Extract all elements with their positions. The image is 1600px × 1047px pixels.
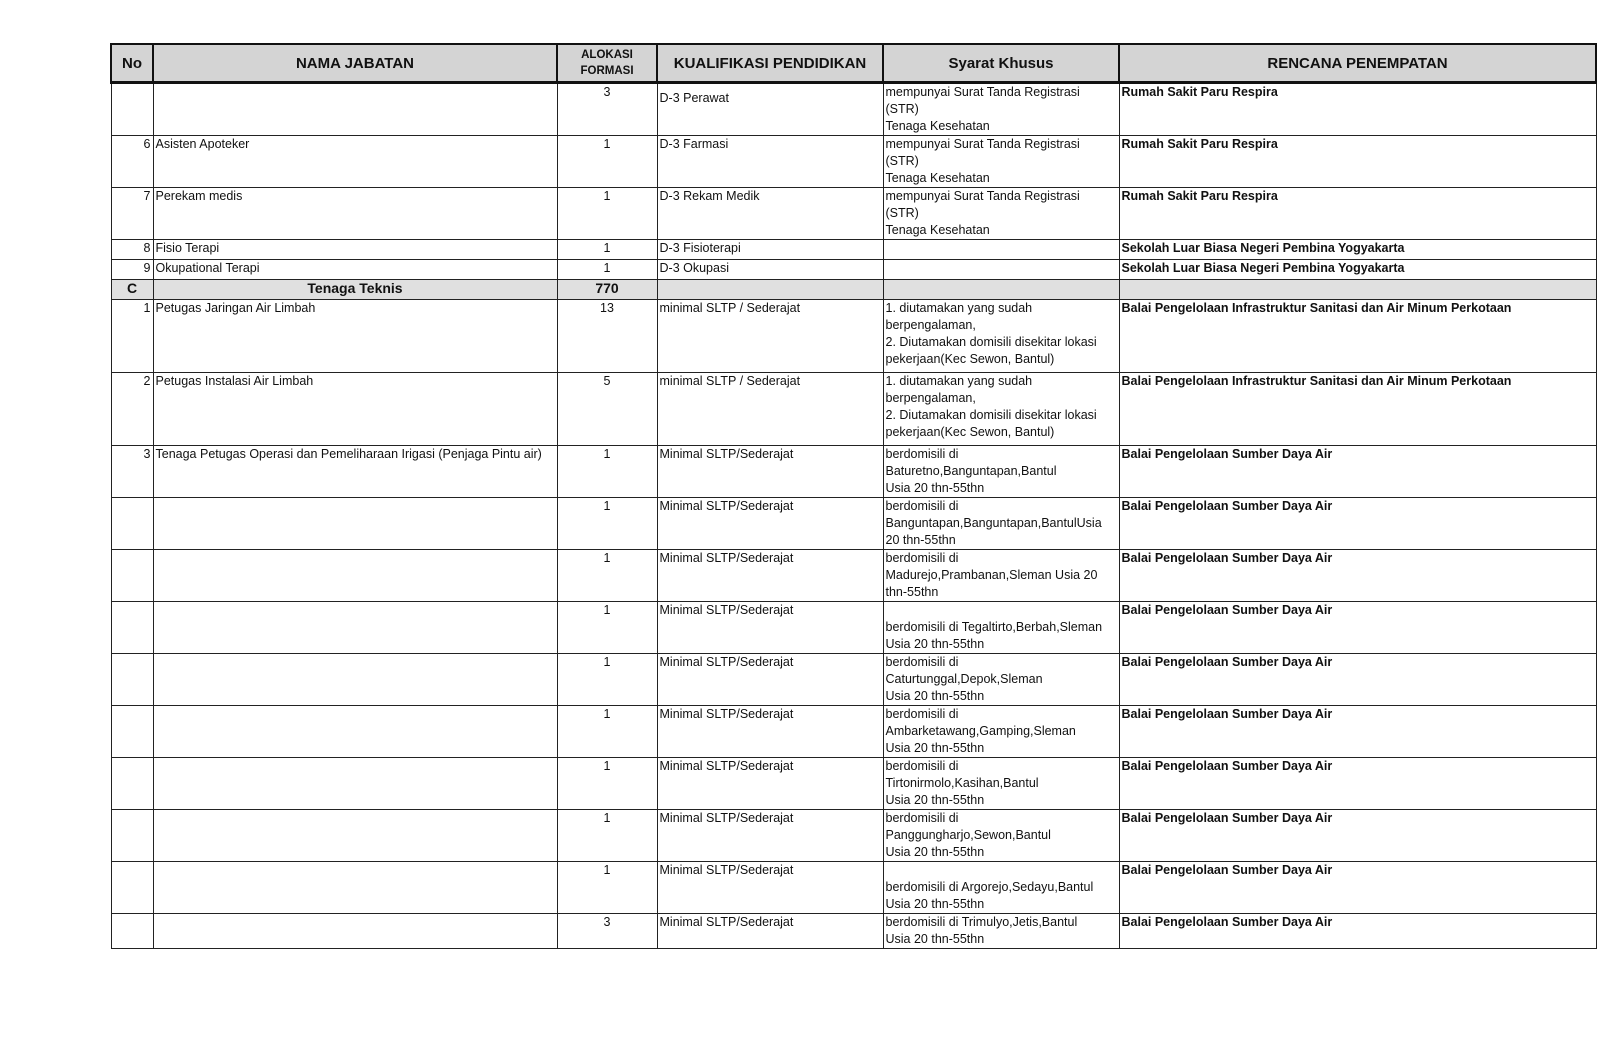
cell-alokasi-formasi: 13 <box>557 300 657 373</box>
cell-nama-jabatan: Petugas Jaringan Air Limbah <box>153 300 557 373</box>
table-row <box>111 83 1596 136</box>
cell-syarat-khusus: berdomisili di Madurejo,Prambanan,Sleman Usia 20 thn-55thn <box>883 550 1119 602</box>
cell-no: 2 <box>111 373 153 446</box>
cell-nama-jabatan <box>153 550 557 602</box>
cell-syarat-khusus: mempunyai Surat Tanda Registrasi (STR) Tenaga Kesehatan <box>883 188 1119 240</box>
cell-nama-jabatan <box>153 914 557 949</box>
cell-kualifikasi-pendidikan: Minimal SLTP/Sederajat <box>657 862 883 914</box>
cell-rencana-penempatan: Balai Pengelolaan Sumber Daya Air <box>1119 914 1596 949</box>
table-row <box>111 188 1596 240</box>
header-no: No <box>111 44 153 83</box>
cell-rencana-penempatan: Balai Pengelolaan Sumber Daya Air <box>1119 810 1596 862</box>
cell-rencana-penempatan: Sekolah Luar Biasa Negeri Pembina Yogyakarta <box>1119 260 1596 280</box>
cell-kualifikasi-pendidikan: Minimal SLTP/Sederajat <box>657 602 883 654</box>
cell-no <box>111 862 153 914</box>
cell-syarat-khusus: berdomisili di Trimulyo,Jetis,Bantul Usia 20 thn-55thn <box>883 914 1119 949</box>
table-row <box>111 498 1596 550</box>
cell-rencana-penempatan: Balai Pengelolaan Infrastruktur Sanitasi dan Air Minum Perkotaan <box>1119 300 1596 373</box>
table-row <box>111 240 1596 260</box>
cell-alokasi-formasi: 1 <box>557 260 657 280</box>
cell-alokasi-formasi: 1 <box>557 498 657 550</box>
cell-syarat-khusus: mempunyai Surat Tanda Registrasi (STR) Tenaga Kesehatan <box>883 136 1119 188</box>
cell-nama-jabatan <box>153 83 557 136</box>
cell-alokasi-formasi: 1 <box>557 810 657 862</box>
cell-kualifikasi-pendidikan: Minimal SLTP/Sederajat <box>657 914 883 949</box>
cell-no <box>111 706 153 758</box>
cell-rencana-penempatan: Rumah Sakit Paru Respira <box>1119 83 1596 136</box>
cell-no <box>111 498 153 550</box>
cell-syarat-khusus <box>883 280 1119 300</box>
table-row <box>111 602 1596 654</box>
cell-kualifikasi-pendidikan: D-3 Farmasi <box>657 136 883 188</box>
table-row <box>111 706 1596 758</box>
cell-kualifikasi-pendidikan: minimal SLTP / Sederajat <box>657 373 883 446</box>
cell-no: 6 <box>111 136 153 188</box>
table-row <box>111 260 1596 280</box>
header-kualifikasi-pendidikan: KUALIFIKASI PENDIDIKAN <box>657 44 883 83</box>
cell-syarat-khusus <box>883 260 1119 280</box>
cell-syarat-khusus: berdomisili di Banguntapan,Banguntapan,BantulUsia 20 thn-55thn <box>883 498 1119 550</box>
cell-syarat-khusus: berdomisili di Tegaltirto,Berbah,Sleman Usia 20 thn-55thn <box>883 602 1119 654</box>
cell-kualifikasi-pendidikan: D-3 Okupasi <box>657 260 883 280</box>
cell-syarat-khusus: berdomisili di Baturetno,Banguntapan,Bantul Usia 20 thn-55thn <box>883 446 1119 498</box>
cell-syarat-khusus <box>883 240 1119 260</box>
table-row <box>111 373 1596 446</box>
cell-syarat-khusus: berdomisili di Ambarketawang,Gamping,Sleman Usia 20 thn-55thn <box>883 706 1119 758</box>
cell-kualifikasi-pendidikan: minimal SLTP / Sederajat <box>657 300 883 373</box>
cell-kualifikasi-pendidikan <box>657 280 883 300</box>
table-row <box>111 550 1596 602</box>
cell-syarat-khusus: 1. diutamakan yang sudah berpengalaman, 2. Diutamakan domisili disekitar lokasi pekerjaan(Kec Sewon, Bantul) <box>883 300 1119 373</box>
cell-alokasi-formasi: 770 <box>557 280 657 300</box>
cell-nama-jabatan <box>153 758 557 810</box>
cell-alokasi-formasi: 1 <box>557 706 657 758</box>
cell-kualifikasi-pendidikan: Minimal SLTP/Sederajat <box>657 758 883 810</box>
cell-no <box>111 83 153 136</box>
cell-rencana-penempatan: Balai Pengelolaan Infrastruktur Sanitasi dan Air Minum Perkotaan <box>1119 373 1596 446</box>
cell-alokasi-formasi: 1 <box>557 862 657 914</box>
cell-no: 8 <box>111 240 153 260</box>
cell-rencana-penempatan: Balai Pengelolaan Sumber Daya Air <box>1119 758 1596 810</box>
table-row <box>111 654 1596 706</box>
cell-rencana-penempatan: Balai Pengelolaan Sumber Daya Air <box>1119 706 1596 758</box>
formasi-table <box>110 43 1597 949</box>
table-row <box>111 914 1596 949</box>
cell-kualifikasi-pendidikan: Minimal SLTP/Sederajat <box>657 654 883 706</box>
cell-nama-jabatan: Perekam medis <box>153 188 557 240</box>
cell-rencana-penempatan: Balai Pengelolaan Sumber Daya Air <box>1119 602 1596 654</box>
table-row <box>111 136 1596 188</box>
table-row <box>111 758 1596 810</box>
cell-kualifikasi-pendidikan: Minimal SLTP/Sederajat <box>657 446 883 498</box>
cell-no <box>111 654 153 706</box>
cell-alokasi-formasi: 1 <box>557 602 657 654</box>
cell-rencana-penempatan: Balai Pengelolaan Sumber Daya Air <box>1119 654 1596 706</box>
cell-nama-jabatan <box>153 706 557 758</box>
cell-kualifikasi-pendidikan: D-3 Perawat <box>657 83 883 136</box>
cell-no: 9 <box>111 260 153 280</box>
cell-alokasi-formasi: 1 <box>557 136 657 188</box>
cell-no: 1 <box>111 300 153 373</box>
cell-nama-jabatan <box>153 810 557 862</box>
cell-no <box>111 914 153 949</box>
cell-nama-jabatan <box>153 654 557 706</box>
header-syarat-khusus: Syarat Khusus <box>883 44 1119 83</box>
header-rencana-penempatan: RENCANA PENEMPATAN <box>1119 44 1596 83</box>
cell-nama-jabatan: Tenaga Petugas Operasi dan Pemeliharaan Irigasi (Penjaga Pintu air) <box>153 446 557 498</box>
cell-alokasi-formasi: 1 <box>557 758 657 810</box>
cell-alokasi-formasi: 1 <box>557 446 657 498</box>
cell-no <box>111 602 153 654</box>
cell-alokasi-formasi: 5 <box>557 373 657 446</box>
cell-no <box>111 810 153 862</box>
cell-no: 3 <box>111 446 153 498</box>
section-row <box>111 280 1596 300</box>
table-row <box>111 300 1596 373</box>
cell-no <box>111 758 153 810</box>
cell-rencana-penempatan: Rumah Sakit Paru Respira <box>1119 136 1596 188</box>
cell-nama-jabatan <box>153 862 557 914</box>
cell-nama-jabatan: Asisten Apoteker <box>153 136 557 188</box>
cell-no: C <box>111 280 153 300</box>
cell-nama-jabatan: Fisio Terapi <box>153 240 557 260</box>
header-nama-jabatan: NAMA JABATAN <box>153 44 557 83</box>
cell-nama-jabatan <box>153 602 557 654</box>
cell-rencana-penempatan: Balai Pengelolaan Sumber Daya Air <box>1119 862 1596 914</box>
cell-rencana-penempatan: Rumah Sakit Paru Respira <box>1119 188 1596 240</box>
cell-kualifikasi-pendidikan: Minimal SLTP/Sederajat <box>657 810 883 862</box>
cell-alokasi-formasi: 1 <box>557 550 657 602</box>
cell-alokasi-formasi: 3 <box>557 914 657 949</box>
cell-nama-jabatan <box>153 498 557 550</box>
table-row <box>111 446 1596 498</box>
cell-kualifikasi-pendidikan: Minimal SLTP/Sederajat <box>657 706 883 758</box>
cell-syarat-khusus: 1. diutamakan yang sudah berpengalaman, 2. Diutamakan domisili disekitar lokasi pekerjaan(Kec Sewon, Bantul) <box>883 373 1119 446</box>
cell-alokasi-formasi: 1 <box>557 240 657 260</box>
cell-syarat-khusus: berdomisili di Argorejo,Sedayu,Bantul Usia 20 thn-55thn <box>883 862 1119 914</box>
cell-nama-jabatan: Tenaga Teknis <box>153 280 557 300</box>
header-row <box>111 44 1596 83</box>
cell-rencana-penempatan: Balai Pengelolaan Sumber Daya Air <box>1119 498 1596 550</box>
cell-kualifikasi-pendidikan: Minimal SLTP/Sederajat <box>657 550 883 602</box>
cell-nama-jabatan: Okupational Terapi <box>153 260 557 280</box>
cell-rencana-penempatan <box>1119 280 1596 300</box>
cell-kualifikasi-pendidikan: D-3 Rekam Medik <box>657 188 883 240</box>
table-row <box>111 810 1596 862</box>
cell-alokasi-formasi: 3 <box>557 83 657 136</box>
cell-rencana-penempatan: Balai Pengelolaan Sumber Daya Air <box>1119 446 1596 498</box>
cell-rencana-penempatan: Balai Pengelolaan Sumber Daya Air <box>1119 550 1596 602</box>
cell-syarat-khusus: mempunyai Surat Tanda Registrasi (STR) Tenaga Kesehatan <box>883 83 1119 136</box>
cell-kualifikasi-pendidikan: Minimal SLTP/Sederajat <box>657 498 883 550</box>
cell-syarat-khusus: berdomisili di Caturtunggal,Depok,Sleman Usia 20 thn-55thn <box>883 654 1119 706</box>
cell-no: 7 <box>111 188 153 240</box>
header-alokasi-formasi: ALOKASI FORMASI <box>557 44 657 83</box>
cell-syarat-khusus: berdomisili di Panggungharjo,Sewon,Bantul Usia 20 thn-55thn <box>883 810 1119 862</box>
cell-no <box>111 550 153 602</box>
cell-syarat-khusus: berdomisili di Tirtonirmolo,Kasihan,Bantul Usia 20 thn-55thn <box>883 758 1119 810</box>
cell-alokasi-formasi: 1 <box>557 654 657 706</box>
cell-nama-jabatan: Petugas Instalasi Air Limbah <box>153 373 557 446</box>
cell-alokasi-formasi: 1 <box>557 188 657 240</box>
cell-rencana-penempatan: Sekolah Luar Biasa Negeri Pembina Yogyakarta <box>1119 240 1596 260</box>
cell-kualifikasi-pendidikan: D-3 Fisioterapi <box>657 240 883 260</box>
table-row <box>111 862 1596 914</box>
